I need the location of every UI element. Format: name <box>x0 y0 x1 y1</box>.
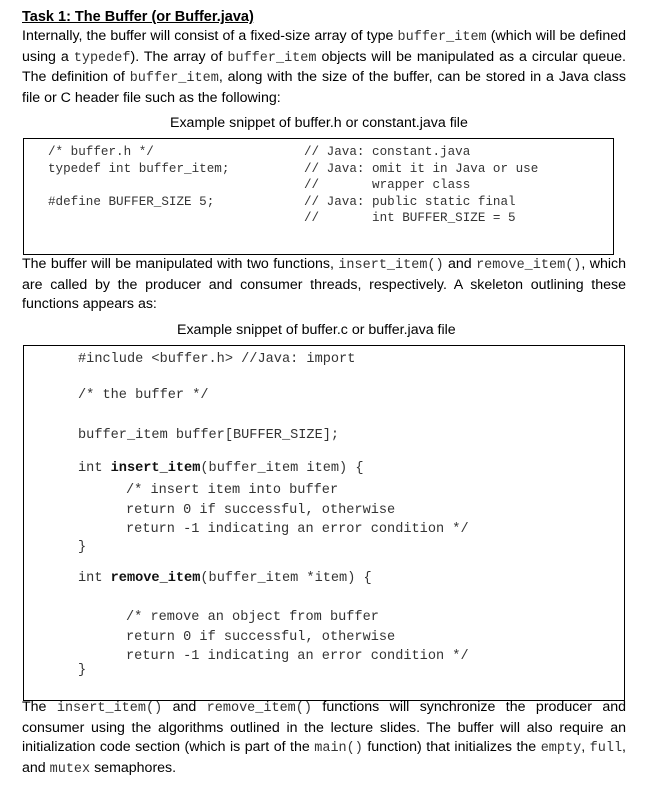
inline-code: remove_item() <box>206 701 312 716</box>
inline-code: main() <box>314 741 363 756</box>
inline-code: mutex <box>49 761 91 777</box>
remove-close-brace: } <box>78 663 87 678</box>
inline-code: buffer_item <box>129 71 219 86</box>
insert-signature: int insert_item(buffer_item item) { <box>78 461 364 476</box>
remove-comment <box>126 608 469 667</box>
insert-close-brace: } <box>78 540 87 555</box>
code-line: #define BUFFER_SIZE 5; <box>48 194 215 209</box>
code-line: /* remove an object from buffer <box>126 610 379 625</box>
remove-function-name: remove_item <box>110 571 201 586</box>
buffer-declaration: buffer_item buffer[BUFFER_SIZE]; <box>78 428 340 443</box>
buffer-comment: /* the buffer */ <box>78 388 209 403</box>
header-snippet-left <box>48 144 229 210</box>
inline-code: buffer_item <box>397 30 487 45</box>
inline-code: remove_item() <box>476 258 582 273</box>
source-snippet-box <box>23 345 625 701</box>
inline-code: buffer_item <box>227 50 317 66</box>
inline-code: empty <box>540 741 582 756</box>
code-line: // Java: public static final <box>304 194 516 209</box>
intro-paragraph: Internally, the buffer will consist of a fixed-size array of type buffer_item (which will be defined using a typedef). The array of buffer_item objects will be manipulated as a circular queue. The definition of buffer_item, along with the size of the buffer, can be stored in a Java class file or C header file such as the following: <box>22 28 626 106</box>
insert-function-name: insert_item <box>110 461 201 476</box>
snippet-caption-source: Example snippet of buffer.c or buffer.java file <box>177 322 456 338</box>
inline-code: typedef <box>73 50 131 66</box>
task-heading: Task 1: The Buffer (or Buffer.java) <box>22 9 254 25</box>
sync-paragraph: The insert_item() and remove_item() functions will synchronize the producer and consumer using the algorithms outlined in the lecture slides. The buffer will also require an initialization code section (which is part of the main() function) that initializes the empty, full, and mutex semaphores. <box>22 699 627 777</box>
snippet-caption-header: Example snippet of buffer.h or constant.java file <box>170 115 468 131</box>
code-line: return 0 if successful, otherwise <box>126 629 396 645</box>
header-snippet-box <box>23 138 614 255</box>
code-line: // Java: constant.java <box>304 145 471 159</box>
code-line: // int BUFFER_SIZE = 5 <box>304 211 516 225</box>
insert-comment <box>126 481 469 540</box>
code-line: return -1 indicating an error condition */ <box>126 649 469 664</box>
code-line: /* insert item into buffer <box>126 483 339 498</box>
functions-paragraph: The buffer will be manipulated with two functions, insert_item() and remove_item(), which are called by the producer and consumer threads, respectively. A skeleton outlining these functions appears as: <box>22 256 626 312</box>
include-line: #include <buffer.h> //Java: import <box>78 352 356 367</box>
inline-code: full <box>589 741 623 756</box>
code-line: return -1 indicating an error condition */ <box>126 522 469 537</box>
code-line: // Java: omit it in Java or use <box>304 161 539 176</box>
code-line: // wrapper class <box>304 178 471 192</box>
code-line: typedef int buffer_item; <box>48 161 230 176</box>
remove-signature: int remove_item(buffer_item *item) { <box>78 571 372 586</box>
code-line: /* buffer.h */ <box>48 145 154 159</box>
inline-code: insert_item() <box>338 258 444 273</box>
inline-code: insert_item() <box>56 701 163 716</box>
code-line: return 0 if successful, otherwise <box>126 502 396 518</box>
header-snippet-right <box>304 144 538 227</box>
